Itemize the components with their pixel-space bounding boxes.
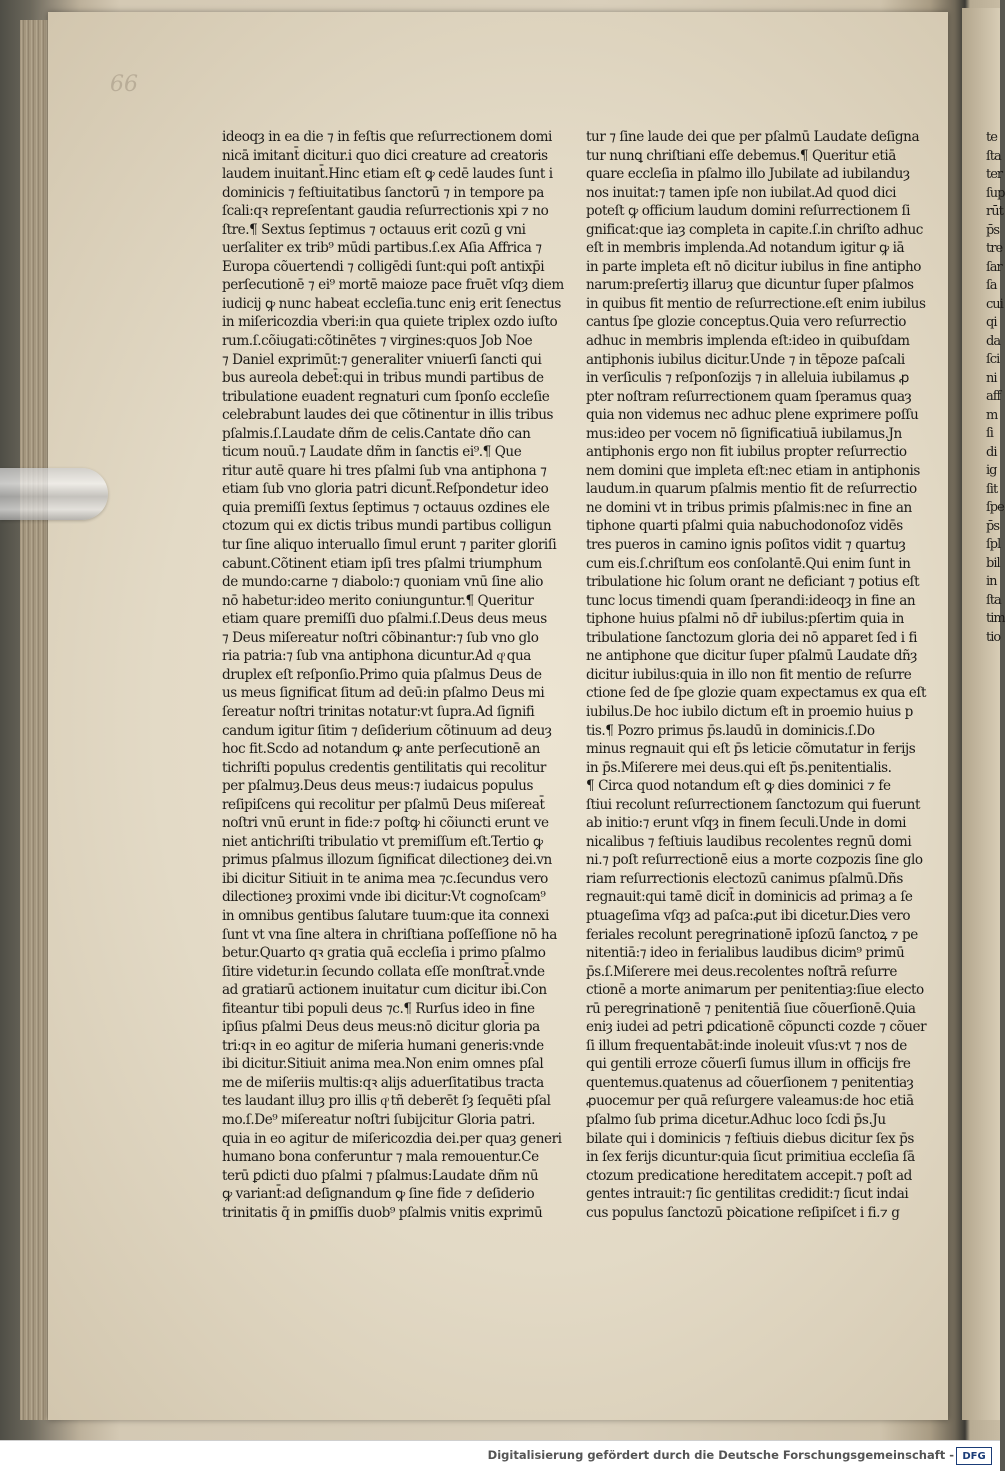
text-line: poteſt ꝙ officium laudum domini reſurrectionem ſi [586, 203, 911, 220]
facing-page-fragment: m [986, 407, 998, 423]
text-column-right [586, 128, 938, 1222]
text-line: nicā imitant̄ dicitur.i quo dici creature ad creatoris [222, 147, 548, 164]
text-line: dilectioneȝ proximi vnde ibi dicitur:Vt cognoſcam⁹ [222, 889, 546, 906]
text-line: ctionē a morte animarum per penitentiaȝ:ſiue electo [586, 982, 924, 999]
text-line: ticum nouū.⁊ Laudate dñm in ſanctis ei⁹.¶ Que [222, 444, 522, 461]
text-line: noſtri vnū erunt in fide:⁊ poſtꝙ hi cõiuncti erunt ve [222, 815, 549, 832]
text-line: tres pueros in camino ignis poſitos vidit ⁊ quartuȝ [586, 537, 906, 554]
text-line: in p̄s.Miſerere mei deus.qui eſt p̄s.penitentialis. [586, 759, 892, 776]
facing-page-fragment: ig [986, 463, 997, 478]
text-line: uerſaliter ex trib⁹ mūdi partibus.ſ.ex Aſia Affrica ⁊ [222, 240, 542, 257]
facing-page-fragment: p̄s [986, 222, 999, 238]
text-line: mus:ideo per vocem nō ſignificatiuā iubilamus.Jn [586, 425, 902, 442]
footer-bar [0, 1440, 1000, 1471]
text-line: riam reſurrectionis electozū canimus pſalmū.Dñs [586, 870, 903, 887]
text-line: antiphonis ergo non fit iubilus propter reſurrectio [586, 444, 907, 461]
text-line: ria patria:⁊ ſub vna antiphona dicuntur.Ad qͦ qua [222, 648, 531, 665]
text-line: narum:preſertiȝ illaruȝ que dicuntur ſuper pſalmos [586, 277, 914, 294]
text-line: celebrabunt laudes dei que cõtinentur in illis tribus [222, 407, 554, 424]
text-line: dicitur iubilus:quia in illo non fit mentio de reſurre [586, 666, 912, 683]
text-line: Europa cõuertendi ⁊ colligēdi ſunt:qui poſt antixp̄i [222, 258, 545, 275]
text-line: ctione ſed de ſpe glozie quam expectamus ex qua eſt [586, 685, 926, 702]
facing-page-fragment: di [986, 444, 997, 460]
text-line: quare eccleſia in pſalmo illo Jubilate ad iubilanduȝ [586, 166, 910, 183]
dfg-logo: DFG [956, 1447, 992, 1465]
text-line: quentemus.quatenus ad cõuerſionem ⁊ penitentiaȝ [586, 1074, 914, 1091]
text-line: pſalmo ſub prima dicetur.Adhuc loco ſcdi p̄s.Ju [586, 1111, 886, 1128]
text-line: ritur autē quare hi tres pſalmi ſub vna antiphona ⁊ [222, 462, 547, 479]
text-line: in miſericozdia vberi:in qua quiete triplex ozdo iuſto [222, 314, 558, 331]
text-line: ibi dicitur.Sitiuit anima mea.Non enim omnes pſal [222, 1056, 544, 1073]
text-line: humano bona conferuntur ⁊ mala remouentur.Ce [222, 1149, 539, 1166]
text-line: betur.Quarto qꝛ gratia quā eccleſia i primo pſalmo [222, 945, 546, 962]
facing-page-fragment: ſar [986, 259, 1002, 275]
text-line: gnificat:que iaȝ completa in capite.ſ.in chriſto adhuc [586, 221, 923, 238]
text-line: tiphone huius pſalmi nō dr̄ iubilus:pſertim quia in [586, 611, 904, 628]
facing-page-fragment: ſpe [986, 500, 1004, 515]
text-line: tri:qꝛ in eo agitur de miſeria humani generis:vnde [222, 1037, 544, 1054]
text-line: ⁊ Daniel exprimūt:⁊ generaliter vniuerſi ſancti qui [222, 351, 542, 368]
facing-page-fragment: rūt [986, 204, 1003, 219]
text-line: in parte impleta eſt nō dicitur iubilus in fine antipho [586, 258, 921, 275]
text-line: nitentiā:⁊ ideo in ferialibus laudibus dicim⁹ primū [586, 945, 905, 962]
text-line: ptuageſima vſqȝ ad paſca:ꝓut ibi dicetur.Dies vero [586, 907, 911, 924]
text-line: antiphonis iubilus dicitur.Unde ⁊ in tēpoze paſcali [586, 351, 905, 368]
text-line: eniȝ iudei ad petri ꝑdicationē cõpuncti cozde ⁊ cõuer [586, 1019, 927, 1036]
facing-page-fragment: da [986, 333, 1001, 349]
text-line: eſt in membris implenda.Ad notandum igitur ꝙ iā [586, 240, 905, 257]
text-line: tribulatione euadent regnaturi cum ſponſo eccleſie [222, 388, 550, 405]
text-line: ſereatur noſtri trinitas notatur:vt ſupra.Ad ſignifi [222, 703, 535, 720]
text-line: nem domini que impleta eſt:nec etiam in antiphonis [586, 462, 920, 479]
text-line: in quibus fit mentio de reſurrectione.eſt enim iubilus [586, 295, 926, 312]
text-line: pter noſtram reſurrectionem quam ſperamus quaȝ [586, 388, 912, 405]
text-line: ctozum predicatione hereditatem accepit.⁊ poſt ad [586, 1167, 912, 1184]
text-line: rū peregrinationē ⁊ penitentiā ſiue cõuerſionē.Quia [586, 1000, 916, 1017]
text-line: dominicis ⁊ feſtiuitatibus ſanctorū ⁊ in tempore pa [222, 184, 544, 201]
text-line: ab initio:⁊ erunt vſqȝ in finem ſeculi.Unde in domi [586, 815, 907, 832]
text-line: tiphone quarti pſalmi quia nabuchodonoſoz vidēs [586, 518, 903, 535]
text-line: cus populus ſanctozū pꝺicatione reſipiſcet i fi.⁊ g [586, 1204, 900, 1221]
text-line: per pſalmuȝ.Deus deus meus:⁊ iudaicus populus [222, 778, 534, 795]
text-line: perſecutionē ⁊ ei⁹ mortē maioze pace fruēt vſqȝ diem [222, 277, 564, 294]
text-line: ne domini vt in tribus primis pſalmis:nec in fine an [586, 499, 912, 516]
facing-page-fragment: bil [986, 555, 1000, 571]
facing-page-fragment: ſta [986, 148, 1001, 164]
folio-mark: 66 [110, 72, 138, 97]
facing-page-fragment: in [986, 574, 997, 589]
text-line: tur nunꝗ chriſtiani eſſe debemus.¶ Queritur etiā [586, 147, 896, 164]
facing-page-fragment: ſit [986, 481, 998, 497]
text-line: us meus ſignificat ſitum ad deū:in pſalmo Deus mi [222, 685, 545, 702]
text-line: tunc locus timendi quam ſperandi:ideoqȝ in fine an [586, 592, 916, 609]
facing-page-fragment: ter [986, 167, 1003, 182]
text-line: primus pſalmus illozum ſignificat dilectioneȝ dei.vn [222, 852, 552, 869]
text-column-left [222, 128, 574, 1222]
text-line: nicalibus ⁊ feſtiuis laudibus recolentes regnū domi [586, 833, 912, 850]
text-line: ꝓuocemur per quā reſurgere valeamus:de hoc etiā [586, 1093, 914, 1110]
text-line: pſalmis.ſ.Laudate dñm de celis.Cantate dño can [222, 425, 531, 442]
text-line: reſipiſcens qui recolitur per pſalmū Deus miſereat̄ [222, 796, 545, 813]
text-line: ⁊ Deus miſereatur noſtri cõbinantur:⁊ ſub vno glo [222, 629, 539, 646]
facing-page-fragment: p̄s [986, 518, 999, 534]
text-line: quia premiſſi ſextus ſeptimus ⁊ octauus ozdines ele [222, 499, 550, 516]
text-line: laudem inuitant̄.Hinc etiam eſt ꝙ cedē laudes ſunt i [222, 166, 553, 183]
text-line: ipſius pſalmi Deus deus meus:nō dicitur gloria pa [222, 1019, 540, 1036]
facing-page [962, 8, 1005, 1420]
text-line: in verſiculis ⁊ reſponſozijs ⁊ in alleluia iubilamus ꝓ [586, 370, 909, 387]
text-line: ſtiui recolunt reſurrectionem ſanctozum qui fuerunt [586, 796, 920, 813]
text-line: ctozum qui ex dictis tribus mundi partibus colligun [222, 518, 552, 535]
text-line: terū ꝑdicti duo pſalmi ⁊ pſalmus:Laudate dñm nū [222, 1167, 539, 1184]
facing-page-fragment: tim [986, 611, 1005, 626]
text-line: me de miſeriis multis:qꝛ alijs aduerſitatibus tracta [222, 1074, 544, 1091]
text-line: in omnibus gentibus ſalutare tuum:que ita connexi [222, 907, 549, 924]
text-line: ꝙ variant̄:ad deſignandum ꝙ ſine fide ⁊ deſiderio [222, 1186, 535, 1203]
text-line: ibi dicitur Sitiuit in te anima mea ⁊c.ſecundus vero [222, 870, 548, 887]
text-line: cabunt.Cõtinent etiam ipſi tres pſalmi triumphum [222, 555, 542, 572]
text-line: tes laudant illuȝ pro illis qͦ tñ deberēt ſȝ ſequēti pſal [222, 1093, 551, 1110]
text-line: ideoqȝ in ea die ⁊ in feſtis que reſurrectionem domi [222, 129, 552, 145]
text-line: ¶ Circa quod notandum eſt ꝙ dies dominici ⁊ fe [586, 778, 891, 795]
text-line: ſcali:qꝛ repreſentant gaudia reſurrectionis xpi ⁊ no [222, 203, 549, 220]
text-line: qui gentili erroze cõuerſi ſumus illum in officijs fre [586, 1056, 911, 1073]
page-clip [0, 468, 108, 520]
text-line: ad gratiarū actionem inuitatur cum dicitur ibi.Con [222, 982, 547, 999]
text-line: tis.¶ Pozro primus p̄s.laudū in dominicis.ſ.Do [586, 722, 875, 739]
text-line: candum igitur ſitim ⁊ deſiderium cõtinuum ad deuȝ [222, 722, 552, 739]
text-line: ni.⁊ poſt reſurrectionē eius a morte cozpozis ſine glo [586, 852, 923, 869]
text-line: tribulatione ſanctozum gloria dei nō apparet ſed i fi [586, 629, 918, 646]
text-line: minus regnauit qui eſt p̄s leticie cõmutatur in ferijs [586, 741, 916, 758]
text-line: tichriſti populus credentis gentilitatis qui recolitur [222, 759, 546, 776]
text-line: feriales recolunt peregrinationē ipſozū ſanctoꝝ ⁊ pe [586, 926, 918, 943]
text-line: iubilus.De hoc iubilo dictum eſt in proemio huius p [586, 703, 913, 720]
text-line: fiteantur tibi populi deus ⁊c.¶ Rurſus ideo in fine [222, 1000, 535, 1017]
book-page-edges [20, 20, 50, 1420]
text-line: rum.ſ.cõiugati:cõtinētes ⁊ virgines:quos Job Noe [222, 333, 533, 350]
funding-credit: Digitalisierung gefördert durch die Deutsche Forschungsgemeinschaft - [487, 1448, 954, 1462]
text-line: trinitatis q̄ in ꝑmiſſis duob⁹ pſalmis vnitis exprimū [222, 1204, 543, 1221]
text-line: etiam quare premiſſi duo pſalmi.ſ.Deus deus meus [222, 611, 547, 628]
text-line: ſtre.¶ Sextus ſeptimus ⁊ octauus erit cozū g vni [222, 221, 526, 238]
text-line: tur ſine aliquo interuallo ſimul erunt ⁊ pariter gloriſi [222, 537, 557, 554]
text-line: tribulatione hic ſolum orant ne deficiant ⁊ potius eſt [586, 574, 920, 591]
facing-page-fragment: ſi [986, 426, 993, 441]
text-line: hoc fit.Scdo ad notandum ꝙ ante perſecutionē an [222, 741, 540, 758]
text-line: regnauit:qui tamē dicit̄ in dominicis ad primaȝ a ſe [586, 889, 913, 906]
text-line: nos inuitat:⁊ tamen ipſe non iubilat.Ad quod dici [586, 184, 897, 201]
text-line: in ſex ferijs dicuntur:quia ſicut primitiua eccleſia ſā [586, 1149, 915, 1166]
text-line: bus aureola debet̄:qui in tribus mundi partibus de [222, 370, 544, 387]
facing-page-fragment: tre [986, 241, 1003, 256]
text-line: tur ⁊ ſine laude dei que per pſalmū Laudate deſigna [586, 129, 920, 145]
facing-page-fragment: aff [986, 389, 1001, 404]
facing-page-fragment: ſpl [986, 537, 1001, 552]
text-line: adhuc in membris implenda eſt:ideo in quibuſdam [586, 333, 910, 350]
text-line: quia in eo agitur de miſericozdia dei.per quaȝ generi [222, 1130, 562, 1147]
text-line: ſitire videtur.in ſecundo collata eſſe monſtrat̄.vnde [222, 963, 545, 980]
text-line: de mundo:carne ⁊ diabolo:⁊ quoniam vnū ſine alio [222, 574, 544, 591]
text-line: gentes intrauit:⁊ ſic gentilitas credidit:⁊ ſicut indai [586, 1186, 909, 1203]
text-line: bilate qui i dominicis ⁊ feſtiuis diebus dicitur ſex p̄s [586, 1130, 914, 1147]
text-line: nō habetur:ideo merito coniunguntur.¶ Queritur [222, 592, 534, 609]
text-line: ne antiphone que dicitur ſuper pſalmū Laudate dñȝ [586, 648, 917, 665]
text-line: cantus ſpe glozie conceptus.Quia vero reſurrectio [586, 314, 906, 331]
text-line: mo.ſ.De⁹ miſereatur noſtri ſubijcitur Gloria patri. [222, 1111, 536, 1128]
text-line: niet antichriſti tribulatio vt premiſſum eſt.Tertio ꝙ [222, 833, 543, 850]
text-line: etiam ſub vno gloria patri dicunt̄.Reſpondetur ideo [222, 481, 549, 498]
text-line: quia non videmus nec adhuc plene exprimere poſſu [586, 407, 919, 424]
facing-page-fragment: ſci [986, 352, 1000, 367]
text-line: p̄s.ſ.Miſerere mei deus.recolentes noſtrā reſurre [586, 963, 897, 980]
facing-page-fragment: cui [986, 296, 1003, 312]
text-line: cum eis.ſ.chriſtum eos conſolantē.Qui enim ſunt in [586, 555, 911, 572]
facing-page-fragment: ni [986, 370, 997, 386]
facing-page-fragment: tio [986, 629, 1001, 645]
text-line: ſi illum frequentabāt:inde inoleuit vſus:vt ⁊ nos de [586, 1037, 907, 1054]
text-line: ſunt vt vna ſine altera in chriſtiana poſſeſſione nō ha [222, 926, 557, 943]
facing-page-fragment: ſup [986, 185, 1005, 201]
text-line: laudum.in quarum pſalmis mentio fit de reſurrectio [586, 481, 917, 498]
facing-page-fragment: qi [986, 315, 997, 330]
facing-page-fragment: te [986, 130, 997, 145]
facing-page-fragment: ſta [986, 592, 1001, 608]
text-line: druplex eſt reſponſio.Primo quia pſalmus Deus de [222, 666, 542, 683]
text-line: iudicij ꝙ nunc habeat eccleſia.tunc eniȝ erit ſenectus [222, 295, 561, 312]
facing-page-fragment: ſa [986, 278, 997, 293]
